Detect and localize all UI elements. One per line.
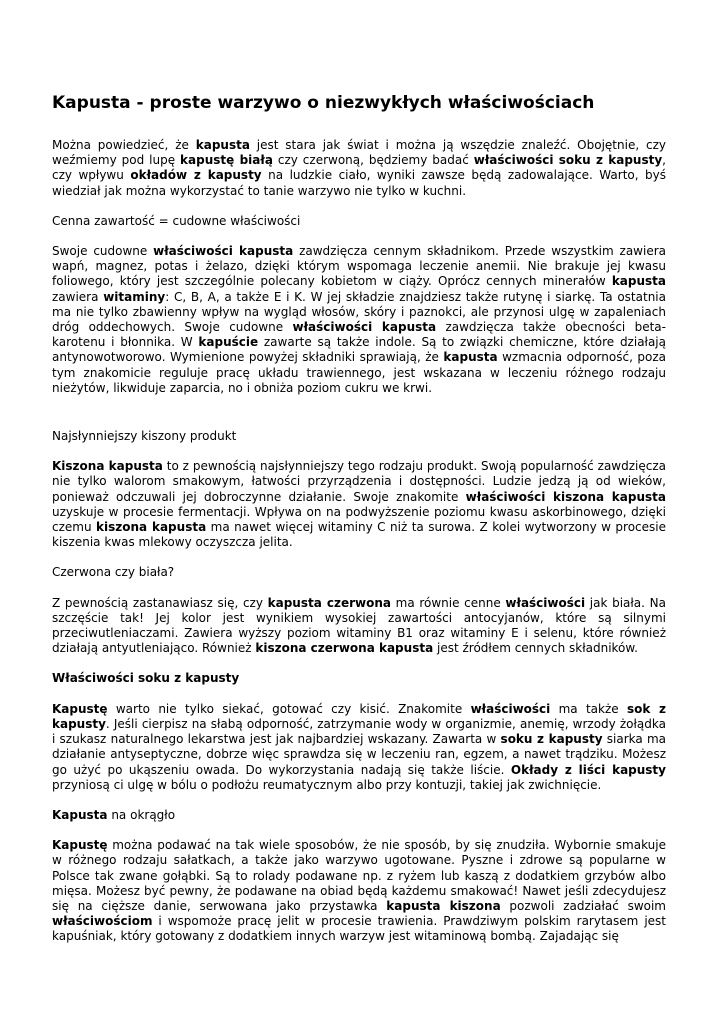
- bold-keyword: kiszona czerwona kapusta: [255, 641, 434, 656]
- text-run: zawiera: [52, 289, 104, 304]
- paragraph: [52, 838, 666, 944]
- document-body: [52, 92, 666, 945]
- text-run: : C, B, A, a także E i K. W jej składzie znajdziesz także rutynę i siarkę. Ta ostatnia ma nie tylko zbawienny wpływ na wygląd włosów, skóry i paznokci, ale przynosi ulgę w zapaleniach dróg oddechowych. Swoje cudowne: [52, 289, 666, 335]
- section-heading: [52, 565, 666, 580]
- text-run: wzmacnia odporność, poza tym znakomicie reguluje pracę układu trawiennego, jest wskazana w leczeniu różnego rodzaju nieżytów, likwiduje zaparcia, no i obniża poziom cukru we krwi.: [52, 350, 666, 395]
- text-run: jest źródłem cennych składników.: [433, 641, 638, 656]
- section-heading: [52, 808, 666, 823]
- bold-keyword: kapusta: [195, 138, 250, 152]
- paragraph: [52, 596, 666, 657]
- bold-keyword: kapusta: [611, 274, 666, 289]
- text-run: na okrągło: [107, 807, 176, 822]
- bold-keyword: właściwości: [505, 595, 586, 610]
- bold-keyword: Kapustę: [52, 838, 108, 853]
- bold-keyword: Kapusta: [52, 807, 108, 822]
- text-run: Najsłynniejszy kiszony produkt: [52, 429, 237, 444]
- article-sections: [52, 138, 666, 945]
- text-run: Można powiedzieć, że: [52, 138, 196, 152]
- text-run: siarka ma działanie antyseptyczne, dobrze więc sprawdza się w leczeniu ran, egzem, a nawet trądziku. Możesz go użyć po ukąszeniu owada. Do wykorzystania nadają się także liście.: [52, 732, 667, 777]
- text-run: ma równie cenne: [390, 595, 506, 610]
- text-run: zawdzięcza cennym składnikom. Przede wszystkim zawiera wapń, magnez, potas i żelazo, dzięki którym wspomaga leczenie anemii. Nie brakuje jej kwasu foliowego, który jest szczególnie polecany kobietom w ciąży. Oprócz cennych minerałów: [52, 244, 666, 289]
- text-run: Swoje cudowne: [52, 244, 154, 259]
- bold-keyword: kapusta kiszona: [386, 898, 501, 913]
- paragraph: [52, 702, 666, 793]
- text-run: czy czerwoną, będziemy badać: [272, 153, 474, 168]
- text-run: przyniosą ci ulgę w bólu o podłożu reumatycznym albo przy kontuzji, takiej jak zwichnięcie.: [52, 777, 602, 792]
- text-run: pozwoli zadziałać swoim: [500, 898, 666, 913]
- text-run: na ludzkie ciało, wyniki zawsze będą zadowalające. Warto, byś wiedział jak można wykorzystać to tanie warzywo nie tylko w kuchni.: [52, 168, 667, 198]
- bold-keyword: kapuście: [198, 335, 259, 350]
- bold-keyword: właściwości kapusta: [153, 244, 294, 259]
- text-run: to z pewnością najsłynniejszy tego rodzaju produkt. Swoją popularność zawdzięcza nie tylko walorom smakowym, łatwości przyrządzenia i dostępności. Ludzie jedzą ją od wieków, ponieważ odczuwali jej dobroczynne działanie. Swoje znakomite: [52, 459, 667, 504]
- text-run: ma także: [550, 701, 627, 716]
- bold-keyword: Właściwości soku z kapusty: [52, 671, 240, 686]
- text-run: można podawać na tak wiele sposobów, że nie sposób, by się znudziła. Wybornie smakuje w różnego rodzaju sałatkach, a także jako warzywo ugotowane. Pyszne i zdrowe są popularne w Polsce tak zwane gołąbki. Są to rolady podawane np. z ryżem lub kaszą z dodatkiem grzybów albo mięsa. Możesz być pewny, że podawane na obiad będą każdemu smakować! Nawet jeśli zdecydujesz się na cięższe danie, serwowana jako przystawka: [52, 838, 666, 913]
- bold-keyword: właściwości: [470, 701, 551, 716]
- section-heading: [52, 671, 666, 686]
- bold-keyword: okładów z kapusty: [130, 168, 262, 183]
- bold-keyword: właściwości kiszona kapusta: [465, 489, 666, 504]
- paragraph: [52, 459, 666, 550]
- text-run: ma nawet więcej witaminy C niż ta surowa. Z kolei wytworzony w procesie kiszenia kwas mlekowy oczyszcza jelita.: [52, 520, 666, 550]
- bold-keyword: kapustę białą: [180, 153, 273, 168]
- bold-keyword: właściwości kapusta: [292, 320, 437, 335]
- bold-keyword: witaminy: [103, 289, 166, 304]
- text-run: jest stara jak świat i można ją wszędzie znaleźć. Obojętnie, czy weźmiemy pod lupę: [52, 138, 666, 168]
- bold-keyword: soku z kapusty: [500, 732, 603, 747]
- text-run: i wspomoże pracę jelit w procesie trawienia. Prawdziwym polskim rarytasem jest kapuśniak, który gotowany z dodatkiem innych warzyw jest witaminową bombą. Zajadając się: [52, 914, 666, 944]
- bold-keyword: Okłady z liści kapusty: [510, 762, 666, 777]
- bold-keyword: kiszona kapusta: [96, 520, 207, 535]
- paragraph: [52, 244, 666, 396]
- bold-keyword: właściwościom: [52, 914, 153, 929]
- bold-keyword: kapusta: [443, 350, 498, 365]
- text-run: . Jeśli cierpisz na słabą odporność, zatrzymanie wody w organizmie, anemię, wrzody żołądka i szukasz naturalnego lekarstwa jest jak najbardziej wskazany. Zawarta w: [52, 716, 666, 747]
- paragraph: [52, 138, 666, 199]
- bold-keyword: Kapustę: [52, 701, 108, 716]
- bold-keyword: właściwości soku z kapusty: [473, 153, 663, 168]
- text-run: , czy wpływu: [52, 153, 666, 183]
- section-heading: [52, 429, 666, 444]
- text-run: jak biała. Na szczęście tak! Jej kolor jest wynikiem wysokiej zawartości antocyjanów, które są silnymi przeciwutleniaczami. Zawiera wyższy poziom witaminy B1 oraz witaminy E i selenu, które również działają antyutleniająco. Również: [52, 595, 666, 656]
- text-run: zawdzięcza także obecności beta-karotenu i błonnika. W: [52, 320, 666, 350]
- page-title: Kapusta - proste warzywo o niezwykłych właściwościach: [52, 93, 595, 113]
- text-run: uzyskuje w procesie fermentacji. Wpływa on na podwyższenie poziomu kwasu askorbinowego, dzięki czemu: [52, 504, 666, 535]
- text-run: warto nie tylko siekać, gotować czy kisić. Znakomite: [107, 701, 471, 716]
- bold-keyword: sok z kapusty: [52, 701, 667, 731]
- bold-keyword: kapusta czerwona: [267, 595, 391, 610]
- section-heading: [52, 214, 666, 229]
- text-run: Cenna zawartość = cudowne właściwości: [52, 213, 301, 228]
- bold-keyword: Kiszona kapusta: [52, 459, 163, 474]
- text-run: Czerwona czy biała?: [52, 565, 175, 580]
- text-run: zawarte są także indole. Są to związki chemiczne, które działają antynowotworowo. Wymienione powyżej składniki sprawiają, że: [52, 335, 666, 365]
- text-run: Z pewnością zastanawiasz się, czy: [52, 595, 268, 610]
